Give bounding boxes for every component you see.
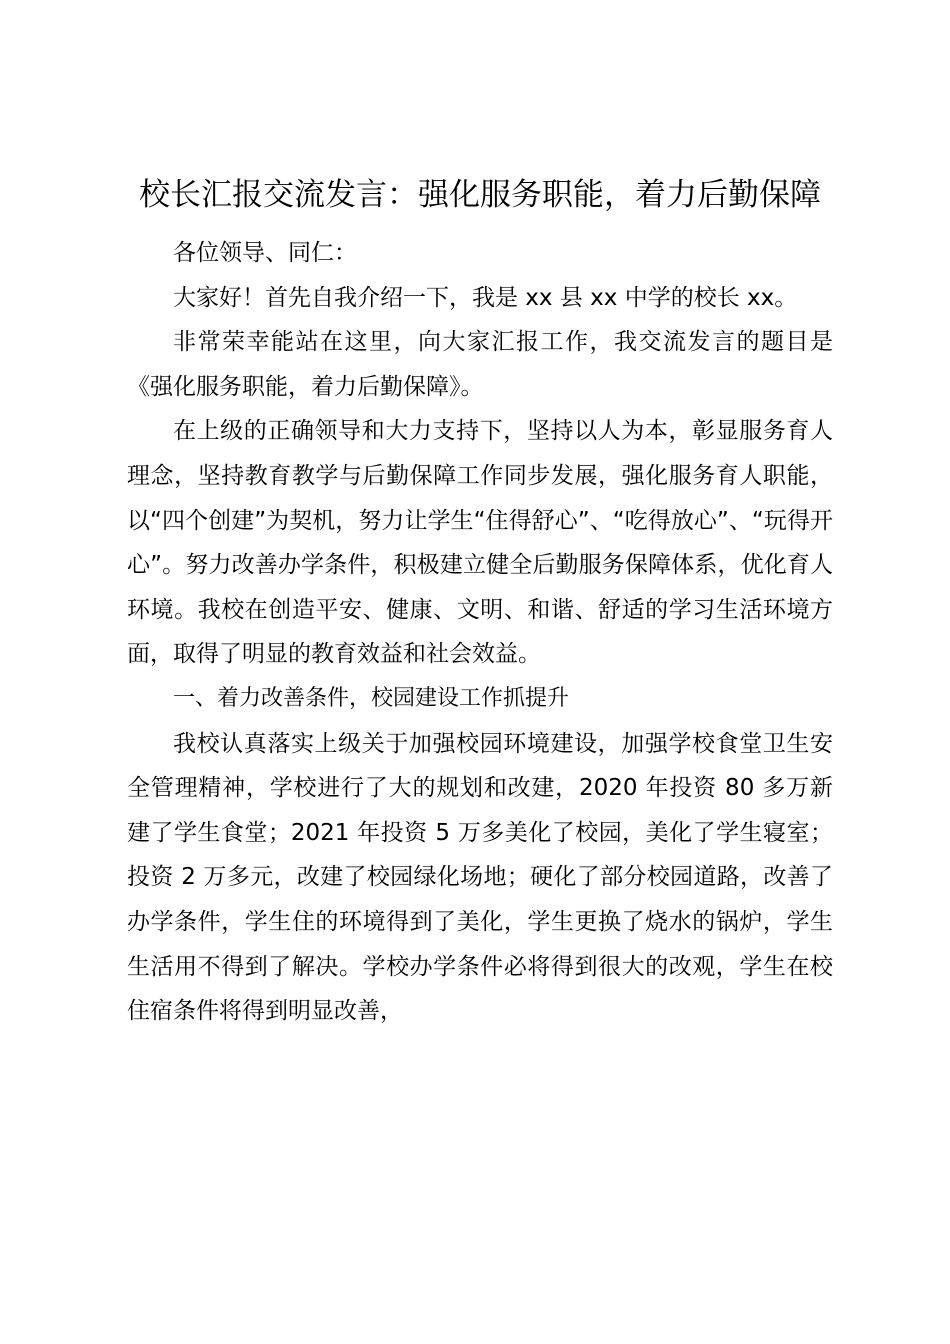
document-title: 校长汇报交流发言：强化服务职能，着力后勤保障 — [139, 177, 821, 213]
greeting: 各位领导、同仁： — [173, 240, 357, 266]
paragraph-overview: 在上级的正确领导和大力支持下，坚持以人为本，彰显服务育人理念，坚持教育教学与后勤保障工作同步发展，强化服务育人职能，以“四个创建”为契机，努力让学生“住得舒心”、“吃得放心”、“玩得开心”。努力改善办学条件，积极建立健全后勤服务保障体系，优化育人环境。我校在创造平安、健康、文明、和谐、舒适的学习生活环境方面，取得了明显的教育效益和社会效益。 — [127, 418, 833, 668]
paragraph-topic: 非常荣幸能站在这里，向大家汇报工作，我交流发言的题目是《强化服务职能，着力后勤保障》。 — [127, 329, 833, 400]
section-heading: 一、着力改善条件，校园建设工作抓提升 — [173, 685, 570, 711]
document-body — [127, 173, 833, 1034]
paragraph-introduction: 大家好！首先自我介绍一下，我是 xx 县 xx 中学的校长 xx。 — [173, 284, 798, 311]
section-paragraph: 我校认真落实上级关于加强校园环境建设，加强学校食堂卫生安全管理精神，学校进行了大的规划和改建，2020 年投资 80 多万新建了学生食堂；2021 年投资 5 万多美化了校园，美化了学生寝室；投资 2 万多元，改建了校园绿化场地；硬化了部分校园道路，改善了办学条件，学生住的环境得到了美化，学生更换了烧水的锅炉，学生生活用不得到了解决。学校办学条件必将得到很大的改观，学生在校住宿条件将得到明显改善， — [127, 730, 833, 1025]
